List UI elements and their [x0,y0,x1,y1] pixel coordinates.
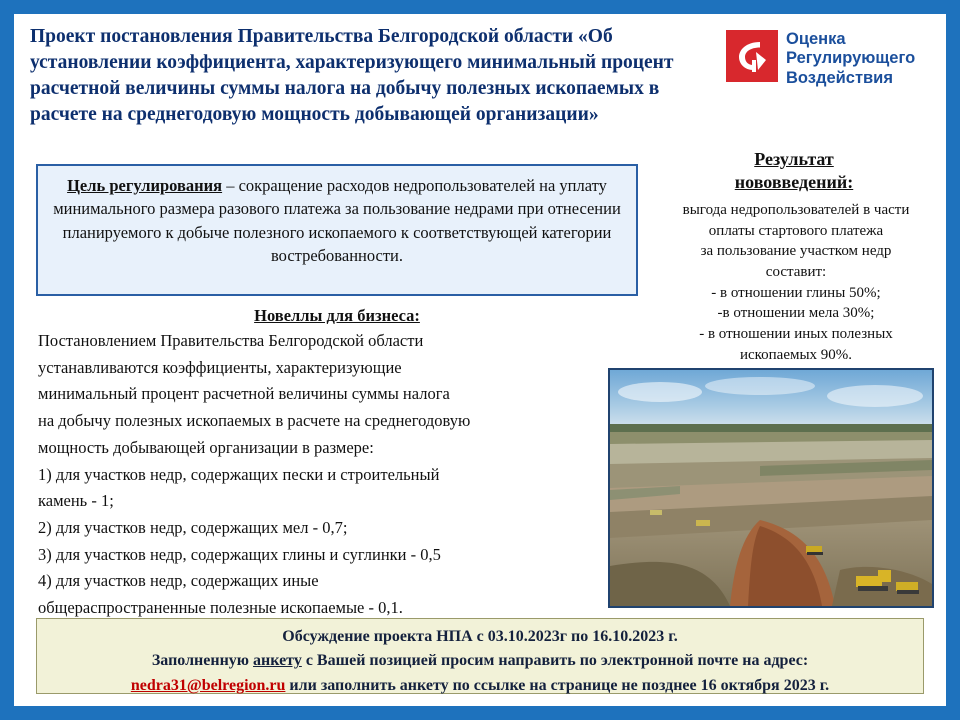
logo [726,30,936,102]
page-title: Проект постановления Правительства Белгородской области «Об установлении коэффициента, характеризующего минимальный процент расчетной величины суммы налога на добычу полезных ископаемых в расчете на среднегодовую мощность добывающей организации» [30,26,674,125]
footer-line-3 [37,674,923,698]
novelties-line: 2) для участков недр, содержащих мел - 0,7; [38,518,348,538]
novelties-line: 4) для участков недр, содержащих иные [38,571,319,591]
footer-note [36,618,924,694]
logo-text-line1: Оценка [786,30,846,48]
result-line: -в отношении мела 30%; [717,305,875,322]
footer-line-2-post: с Вашей позицией просим направить по электронной почте на адрес: [301,652,809,670]
result-line: - в отношении иных полезных [699,326,893,343]
novelties-line: общераспространенные полезные ископаемые - 0,1. [38,598,403,618]
result-line: - в отношении глины 50%; [711,284,881,301]
result-line: за пользование участком недр [700,243,892,260]
logo-text [786,30,915,88]
open-pit-quarry-photo [608,368,934,608]
questionnaire-link[interactable]: анкету [253,652,302,670]
footer-line-1: Обсуждение проекта НПА с 03.10.2023г по 16.10.2023 г. [282,628,678,645]
novelties-line: 3) для участков недр, содержащих глины и суглинки - 0,5 [38,544,441,564]
novelties-line: устанавливаются коэффициенты, характеризующие [38,357,402,377]
novelties-heading: Новеллы для бизнеса: [254,306,420,325]
novelties-line: 1) для участков недр, содержащих пески и строительный [38,464,440,484]
novelties-line: Постановлением Правительства Белгородской области [38,331,424,350]
header [14,14,946,154]
novelties-line: на добычу полезных ископаемых в расчете на среднегодовую [38,411,471,431]
email-link[interactable]: nedra31@belregion.ru [130,676,286,694]
assessment-regulatory-impact-logo-icon [726,30,778,82]
result-heading-line2: нововведений: [734,171,854,192]
goal-box [36,164,638,296]
novelties-line: мощность добывающей организации в размере: [38,437,374,457]
goal-label: Цель регулирования [67,176,223,195]
result-line: выгода недропользователей в части [682,202,910,218]
slide-canvas [14,14,946,706]
novelties-line: минимальный процент расчетной величины суммы налога [38,384,450,404]
footer-line-2-pre: Заполненную [151,652,254,670]
logo-text-line2: Регулирующего [786,49,916,68]
novelties-line: камень - 1; [38,491,114,511]
result-heading [654,148,934,193]
result-line: оплаты стартового платежа [708,222,884,239]
footer-line-2 [37,649,923,673]
novelties-body [38,328,618,622]
result-heading-line1: Результат [754,149,834,169]
logo-text-line3: Воздействия [786,68,893,87]
footer-line-3-rest: или заполнить анкету по ссылке на странице не позднее 16 октября 2023 г. [285,676,830,694]
result-line: составит: [765,264,827,281]
goal-text: – сокращение расходов недропользователей на уплату минимального размера разового платежа за пользование недрами при отнесении планируемого к добыче полезного ископаемого к соответствующей категории востребованности. [53,176,621,266]
result-line: ископаемых 90%. [739,346,853,363]
result-body [654,200,938,366]
